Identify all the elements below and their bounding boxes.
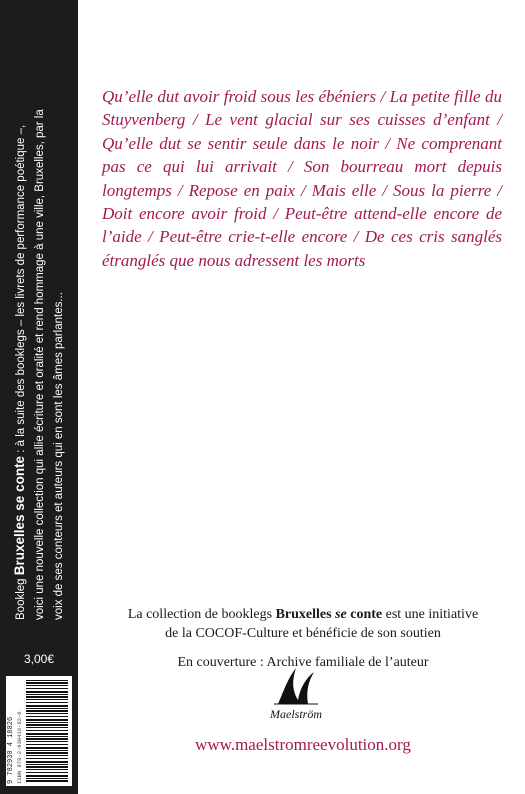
barcode-digits: 9 782930 4 18826 xyxy=(7,716,15,784)
isbn-text: ISBN 978-2-930418-82-6 xyxy=(16,711,23,784)
spine-line-2: voici une nouvelle collection qui allie écriture et oralité et rend hommage à une ville, Bruxelles, par la xyxy=(34,109,46,620)
barcode xyxy=(6,676,72,786)
credits-line-2: de la COCOF-Culture et bénéficie de son soutien xyxy=(165,626,441,641)
back-cover-spine xyxy=(0,0,78,794)
credits-line-1: La collection de booklegs Bruxelles se conte est une initiative xyxy=(127,607,479,622)
price-label: 3,00€ xyxy=(23,652,55,666)
logo-wordmark: Maelström xyxy=(270,707,322,721)
spine-line-3: voix de ses conteurs et auteurs qui en sont les âmes parlantes... xyxy=(53,292,65,620)
poem-excerpt: Qu’elle dut avoir froid sous les ébéniers / La petite fille du Stuyvenberg / Le vent glacial sur ses cuisses d’enfant / Qu’elle dut se sentir seule dans le noir / Ne comprenant pas ce qui lui arrivait / Son bourreau mort depuis longtemps / Repose en paix / Mais elle / Sous la pierre / Doit encore avoir froid / Peut-être attend-elle encore de l’aide / Peut-être crie-t-elle encore / De ces cris sanglés étranglés que nous adressent les morts xyxy=(102,87,502,270)
cover-credit: En couverture : Archive familiale de l’auteur xyxy=(177,655,429,670)
publisher-logo xyxy=(256,660,336,726)
publisher-url[interactable]: www.maelstromreevolution.org xyxy=(195,735,411,754)
spine-line-1: Bookleg Bruxelles se conte : à la suite des booklegs – les livrets de performance poétique –, xyxy=(12,124,27,620)
collection-name: Bruxelles se conte xyxy=(12,455,27,576)
barcode-bars xyxy=(26,680,68,782)
collection-description xyxy=(10,20,68,620)
